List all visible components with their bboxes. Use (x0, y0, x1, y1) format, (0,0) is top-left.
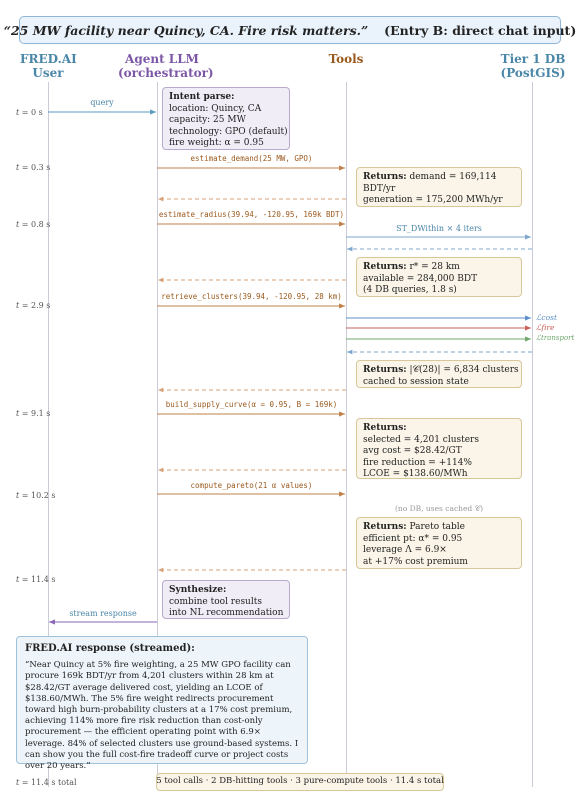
returns-value: at +17% cost premium (363, 556, 468, 567)
returns-value: Pareto table (406, 522, 465, 532)
time-label-6: t = 11.4 s (16, 575, 56, 584)
returns-box-pareto (356, 517, 522, 569)
label-compute-pareto: compute_pareto(21 α values) (190, 481, 313, 490)
scenario-quote: “25 MW facility near Quincy, CA. Fire risk matters.” (3, 22, 369, 38)
label-build-supply: build_supply_curve(α = 0.95, B = 169k) (165, 400, 338, 409)
returns-title: Returns: (363, 172, 407, 182)
returns-title: Returns: (363, 423, 407, 433)
label-layer-cost: ℒcost (536, 313, 557, 322)
returns-value: generation = 175,200 MWh/yr (363, 195, 503, 205)
response-box (16, 636, 308, 772)
returns-value: demand = 169,114 (406, 172, 497, 182)
response-title: FRED.AI response (streamed): (25, 643, 195, 654)
time-label-1: t = 0.3 s (16, 163, 51, 172)
synthesize-line: combine tool results (169, 596, 262, 607)
time-label-0: t = 0 s (16, 108, 43, 117)
intent-technology: technology: GPO (default) (169, 126, 288, 137)
synthesize-box (162, 580, 290, 619)
label-query: query (90, 98, 114, 107)
returns-box-radius (356, 257, 522, 297)
lane-tools-title: Tools (328, 52, 364, 66)
lane-user-subtitle: User (32, 66, 64, 80)
intent-parse-box (162, 87, 290, 150)
returns-value: LCOE = $138.60/MWh (363, 469, 468, 479)
label-no-db: (no DB, uses cached 𝒞) (394, 504, 484, 513)
returns-value: (4 DB queries, 1.8 s) (363, 285, 457, 295)
time-label-4: t = 9.1 s (16, 409, 51, 418)
returns-value: cached to session state (363, 376, 469, 387)
label-estimate-radius: estimate_radius(39.94, -120.95, 169k BDT) (158, 210, 345, 219)
returns-title: Returns: (363, 522, 407, 532)
response-text: “Near Quincy at 5% fire weighting, a 25 MW GPO facility can procure 169k BDT/yr from 4,201 clusters within 28 km at $28.42/GT average delivered cost, yielding an LCOE of $138.60/MWh. The 5% fire weight redirects procurement toward high burn-probability clusters at a 17% cost premium, achieving 114% more fire risk reduction than cost-only procurement — the efficient operating point with 6.9× leverage. 84% of selected clusters use ground-based systems. I can show you the full cost-fire tradeoff curve or project costs over 20 years.” (25, 660, 299, 772)
lane-db-subtitle: (PostGIS) (500, 66, 566, 80)
time-label-total: t = 11.4 s total (16, 778, 77, 787)
intent-title: Intent parse: (169, 92, 235, 102)
returns-value: available = 284,000 BDT (363, 273, 478, 284)
label-st-dwithin: ST_DWithin × 4 iters (396, 224, 482, 233)
returns-title: Returns: (363, 365, 407, 375)
lane-agent-title: Agent LLM (125, 52, 199, 66)
intent-fire-weight: fire weight: α = 0.95 (169, 138, 264, 148)
lane-db-title: Tier 1 DB (500, 52, 566, 66)
lane-user-title: FRED.AI (20, 52, 77, 66)
returns-value: |𝒞(28)| = 6,834 clusters (406, 365, 519, 375)
returns-title: Returns: (363, 262, 407, 272)
returns-box-demand (356, 167, 522, 207)
scenario-entry: (Entry B: direct chat input) (384, 22, 577, 38)
returns-value: fire reduction = +114% (363, 457, 472, 468)
label-retrieve-clusters: retrieve_clusters(39.94, -120.95, 28 km) (161, 292, 342, 301)
returns-box-supply-curve (356, 418, 522, 479)
returns-value: efficient pt: α* = 0.95 (363, 533, 463, 544)
synthesize-title: Synthesize: (169, 585, 227, 595)
lane-agent-subtitle: (orchestrator) (118, 66, 214, 80)
returns-value: selected = 4,201 clusters (363, 434, 479, 445)
label-estimate-demand: estimate_demand(25 MW, GPO) (190, 154, 313, 163)
time-label-5: t = 10.2 s (16, 491, 56, 500)
returns-box-clusters (356, 360, 522, 388)
returns-value: leverage Λ = 6.9× (363, 545, 447, 555)
time-label-2: t = 0.8 s (16, 220, 51, 229)
label-layer-transport: ℒtransport (536, 334, 575, 342)
returns-value: avg cost = $28.42/GT (363, 446, 462, 456)
label-stream-response: stream response (69, 609, 137, 618)
label-layer-fire: ℒfire (536, 323, 555, 332)
synthesize-line: into NL recommendation (169, 608, 284, 618)
intent-location: location: Quincy, CA (169, 103, 262, 114)
time-label-3: t = 2.9 s (16, 301, 51, 310)
intent-capacity: capacity: 25 MW (169, 115, 246, 125)
returns-value: r* = 28 km (406, 262, 460, 272)
summary-footer: 5 tool calls · 2 DB-hitting tools · 3 pure-compute tools · 11.4 s total (156, 773, 444, 791)
returns-value: BDT/yr (363, 183, 396, 194)
